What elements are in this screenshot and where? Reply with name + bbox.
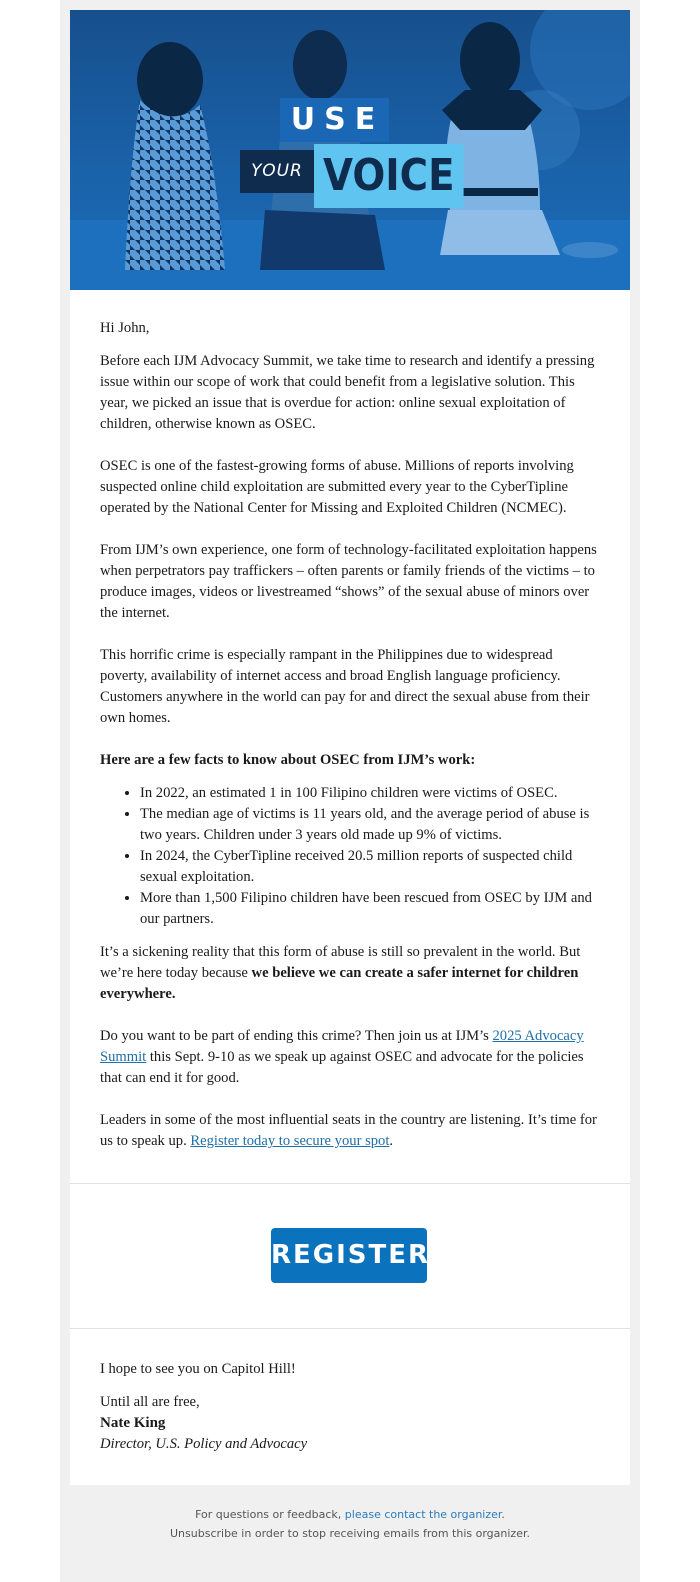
advocacy-summit-link[interactable]: 2025 Advocacy Summit — [100, 1028, 584, 1065]
paragraph-intro: Before each IJM Advocacy Summit, we take time to research and identify a pressing issue within our scope of work that could benefit from a legislative solution. This year, we picked an issue that is overdue for action: online sexual exploitation of children, otherwise known as OSEC. — [100, 353, 595, 432]
email-footer — [60, 1486, 640, 1582]
logo-voice-text: VOICE — [314, 144, 464, 208]
paragraph-leaders: Leaders in some of the most influential seats in the country are listening. It’s time for us to speak up. Register today to secure your spot. — [100, 1112, 597, 1149]
list-item: • In 2024, the CyberTipline received 20.5 million reports of suspected child sexual exploitation. — [140, 846, 600, 888]
register-button[interactable]: REGISTER — [271, 1228, 427, 1283]
list-item: • In 2022, an estimated 1 in 100 Filipino children were victims of OSEC. — [140, 783, 600, 804]
paragraph-ijm-experience: From IJM’s own experience, one form of technology-facilitated exploitation happens when perpetrators pay traffickers – often parents or family friends of the victims – to produce images, videos or livestreamed “shows” of the sexual abuse of minors over the internet. — [100, 542, 597, 621]
signer-name: Nate King — [100, 1415, 166, 1431]
paragraph-join-us: Do you want to be part of ending this crime? Then join us at IJM’s 2025 Advocacy Summit this Sept. 9-10 as we speak up against OSEC and advocate for the policies that can end it for good. — [100, 1028, 584, 1086]
use-your-voice-logo — [240, 98, 470, 210]
facts-list — [100, 783, 600, 930]
unsubscribe-line[interactable]: Unsubscribe in order to stop receiving emails from this organizer. — [170, 1527, 530, 1540]
closing-phrase: Until all are free, — [100, 1394, 200, 1410]
closing-line: I hope to see you on Capitol Hill! — [100, 1361, 296, 1377]
feedback-line: For questions or feedback, please contact the organizer. — [195, 1508, 505, 1521]
signoff-section — [70, 1329, 630, 1485]
list-item: • More than 1,500 Filipino children have been rescued from OSEC by IJM and our partners. — [140, 888, 600, 930]
signer-title: Director, U.S. Policy and Advocacy — [100, 1436, 308, 1452]
paragraph-philippines: This horrific crime is especially rampant in the Philippines due to widespread poverty, availability of internet access and broad English language proficiency. Customers anywhere in the world can pay for and direct the sexual abuse from their own homes. — [100, 647, 590, 726]
logo-your-text: YOUR — [240, 150, 314, 193]
contact-organizer-link[interactable]: please contact the organizer — [344, 1508, 502, 1521]
facts-heading: Here are a few facts to know about OSEC from IJM’s work: — [100, 752, 476, 768]
logo-use-text: USE — [280, 98, 389, 142]
cta-section — [70, 1184, 630, 1328]
hero-banner-image — [70, 10, 630, 290]
paragraph-osec-growth: OSEC is one of the fastest-growing forms of abuse. Millions of reports involving suspected online child exploitation are submitted every year to the CyberTipline operated by the National Center for Missing and Exploited Children (NCMEC). — [100, 458, 574, 516]
greeting: Hi John, — [100, 320, 150, 336]
email-body — [70, 290, 630, 1183]
paragraph-reality: It’s a sickening reality that this form of abuse is still so prevalent in the world. But we’re here today because we believe we can create a safer internet for children everywhere. — [100, 944, 581, 1002]
list-item: • The median age of victims is 11 years old, and the average period of abuse is two years. Children under 3 years old made up 9% of victims. — [140, 804, 600, 846]
register-today-link[interactable]: Register today to secure your spot — [190, 1133, 390, 1149]
